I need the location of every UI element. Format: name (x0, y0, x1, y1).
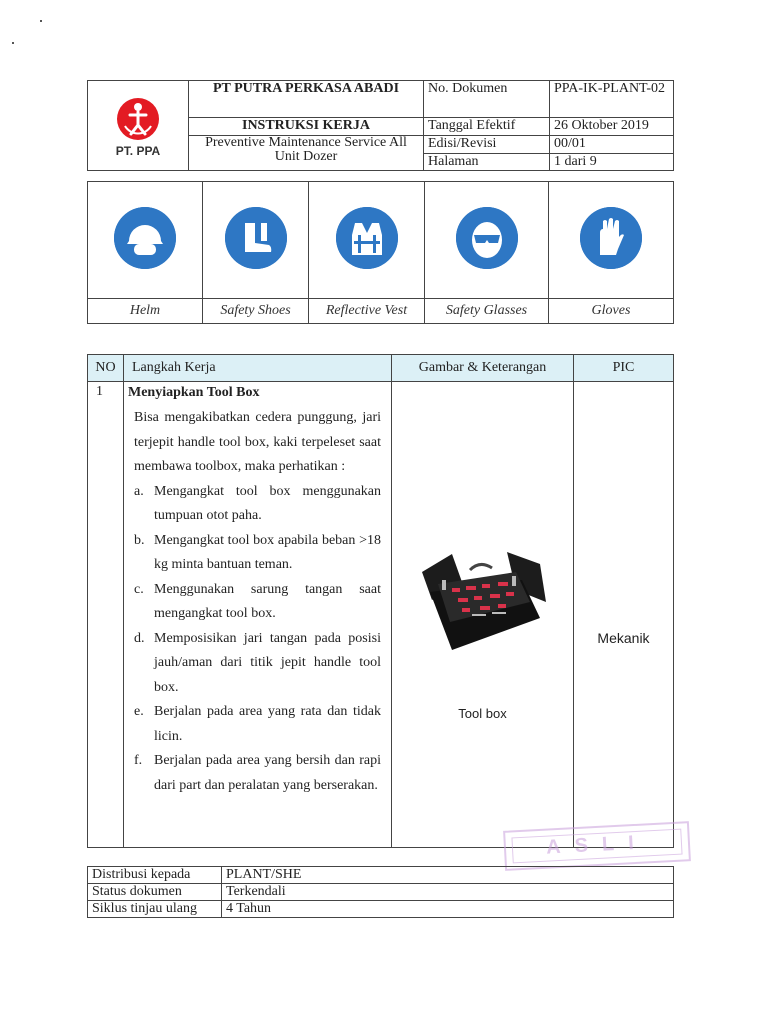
scan-speck (40, 20, 42, 22)
doc-type: INSTRUKSI KERJA (189, 117, 424, 135)
col-header-no: NO (88, 355, 124, 382)
list-item (134, 700, 381, 749)
company-name: PT PUTRA PERKASA ABADI (189, 81, 424, 118)
col-header-pic: PIC (574, 355, 674, 382)
page-label: Halaman (424, 153, 550, 170)
ppa-logo-icon (117, 98, 159, 140)
distribution-table (87, 866, 674, 918)
footer-value: Terkendali (222, 884, 674, 901)
glasses-icon (456, 207, 518, 269)
doc-number-value: PPA-IK-PLANT-02 (550, 81, 674, 118)
footer-value: 4 Tahun (222, 901, 674, 918)
ppe-label: Safety Glasses (425, 299, 549, 324)
revision-label: Edisi/Revisi (424, 136, 550, 153)
list-marker: d. (134, 630, 145, 646)
col-header-step: Langkah Kerja (124, 355, 392, 382)
doc-number-label: No. Dokumen (424, 81, 550, 118)
helmet-icon (114, 207, 176, 269)
stamp-text: ASLI (511, 829, 682, 864)
ppe-cell-helm (88, 182, 203, 299)
col-header-image: Gambar & Keterangan (392, 355, 574, 382)
page-value: 1 dari 9 (550, 153, 674, 170)
list-marker: f. (134, 753, 143, 768)
pic-value: Mekanik (597, 630, 650, 646)
ppe-label: Gloves (549, 299, 674, 324)
toolbox-image (412, 542, 552, 652)
list-item-text: Berjalan pada area yang bersih dan rapi dari part dan peralatan yang berserakan. (154, 753, 381, 793)
step-list (128, 480, 381, 799)
revision-value: 00/01 (550, 136, 674, 153)
step-intro: Bisa mengakibatkan cedera punggung, jari terjepit handle tool box, kaki terpeleset saat membawa toolbox, maka perhatikan : (134, 410, 381, 474)
work-instruction-table (87, 354, 674, 848)
list-item-text: Mengangkat tool box apabila beban >18 kg minta bantuan teman. (154, 532, 381, 572)
footer-value: PLANT/SHE (222, 867, 674, 884)
list-marker: b. (134, 532, 145, 548)
ppe-cell-glasses (425, 182, 549, 299)
list-item-text: Memposisikan jari tangan pada posisi jauh/aman dari titik jepit handle tool box. (154, 630, 381, 695)
ppe-cell-gloves (549, 182, 674, 299)
ppe-table (87, 181, 674, 324)
company-logo (88, 81, 189, 171)
list-item (134, 578, 381, 627)
scan-speck (12, 42, 14, 44)
list-item (134, 529, 381, 578)
table-row (88, 382, 674, 848)
ppe-cell-vest (309, 182, 425, 299)
document-header (87, 80, 674, 171)
list-marker: e. (134, 704, 144, 719)
step-cell (124, 382, 392, 848)
footer-label: Siklus tinjau ulang (88, 901, 222, 918)
row-number: 1 (88, 382, 124, 848)
ppe-label: Safety Shoes (203, 299, 309, 324)
image-cell (392, 382, 574, 848)
list-item (134, 480, 381, 529)
ppe-label: Helm (88, 299, 203, 324)
list-item-text: Menggunakan sarung tangan saat mengangkat tool box. (154, 581, 381, 621)
effective-date-value: 26 Oktober 2019 (550, 117, 674, 135)
list-marker: a. (134, 483, 144, 499)
logo-text: PT. PPA (115, 143, 161, 158)
list-item-text: Berjalan pada area yang rata dan tidak licin. (154, 704, 381, 744)
ppe-cell-shoes (203, 182, 309, 299)
footer-label: Distribusi kepada (88, 867, 222, 884)
list-item (134, 627, 381, 701)
gloves-icon (580, 207, 642, 269)
effective-date-label: Tanggal Efektif (424, 117, 550, 135)
boot-icon (225, 207, 287, 269)
doc-title: Preventive Maintenance Service All Unit Dozer (189, 136, 424, 171)
list-item-text: Mengangkat tool box menggunakan tumpuan otot paha. (154, 483, 381, 523)
vest-icon (336, 207, 398, 269)
pic-cell (574, 382, 674, 848)
footer-label: Status dokumen (88, 884, 222, 901)
step-title: Menyiapkan Tool Box (128, 385, 260, 400)
image-caption: Tool box (458, 706, 507, 721)
list-marker: c. (134, 581, 144, 597)
asli-stamp (503, 821, 691, 871)
list-item (134, 749, 381, 798)
ppe-label: Reflective Vest (309, 299, 425, 324)
